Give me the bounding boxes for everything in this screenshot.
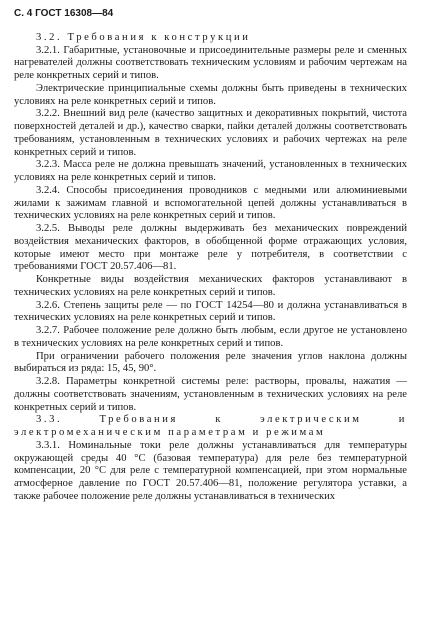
paragraph: 3.3.1. Номинальные токи реле должны устанавливаться для температуры окружающей среды 40 °С (базовая температура) для реле без температурной компенсации, 20 °С для реле с температурной компенсацией, при этом нормальные атмосферное давление по ГОСТ 20.57.406—81, положение регулятора уставки, а также рабочее положение реле должны устанавливаться в технических (14, 439, 407, 502)
paragraph: 3.2.7. Рабочее положение реле должно быть любым, если другое не установлено в технических условиях на реле конкретных серий и типов. (14, 325, 407, 349)
paragraph: 3.2.3. Масса реле не должна превышать значений, установленных в технических условиях на реле конкретных серий и типов. (14, 159, 407, 183)
page-header: С. 4 ГОСТ 16308—84 (14, 8, 114, 19)
paragraph: При ограничении рабочего положения реле значения углов наклона должны выбираться из ряда: 15, 45, 90°. (14, 350, 407, 375)
paragraph: 3.2.2. Внешний вид реле (качество защитных и декоративных покрытий, чистота поверхностей деталей и др.), качество сварки, пайки деталей должны соответствовать требованиям, установленным в технических условиях и рабочих чертежах на реле конкретных серий и типов. (14, 108, 407, 158)
paragraph: 3.2.1. Габаритные, установочные и присоединительные размеры реле и сменных нагревателей должны соответствовать техническим условиям и рабочим чертежам на реле конкретных серий и типов. (14, 44, 407, 81)
section-heading: 3.2. Требования к конструкции (36, 31, 251, 43)
paragraph: 3.2.6. Степень защиты реле — по ГОСТ 14254—80 и должна устанавливаться в технических условиях на реле конкретных серий и типов. (14, 299, 407, 324)
section-heading: 3.3. Требования к электрическим и электромеханическим параметрам и режимам (14, 414, 407, 438)
paragraph: Электрические принципиальные схемы должны быть приведены в технических условиях на реле конкретных серий и типов. (14, 82, 407, 107)
document-body (14, 32, 407, 504)
paragraph: 3.2.4. Способы присоединения проводников с медными или алюминиевыми жилами к зажимам главной и вспомогательной цепей должны устанавливаться в технических условиях на реле конкретных серий и типов. (14, 184, 407, 222)
paragraph: 3.2.5. Выводы реле должны выдерживать без механических повреждений воздействия механических факторов, в обобщенной форме отражающих условия, которые имеют место при монтаже реле у потребителя, в соответствии с требованиями ГОСТ 20.57.406—81. (14, 223, 407, 273)
paragraph: 3.2.8. Параметры конкретной системы реле: растворы, провалы, нажатия — должны соответствовать значениям, установленным в технических условиях на реле конкретных серий и типов. (14, 376, 407, 413)
paragraph: Конкретные виды воздействия механических факторов устанавливают в технических условиях на реле конкретных серий и типов. (14, 274, 407, 298)
